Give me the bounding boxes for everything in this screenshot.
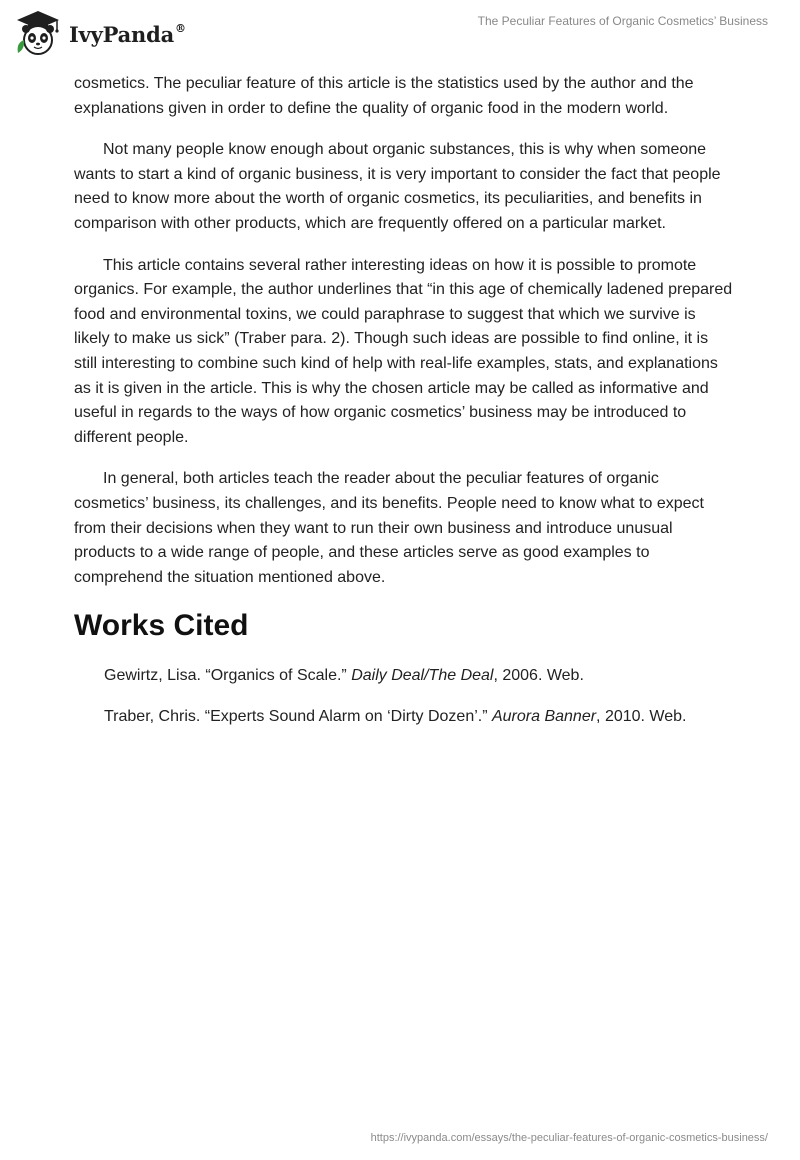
page-header [0, 0, 800, 70]
citation-text: Gewirtz, Lisa. “Organics of Scale.” [104, 667, 352, 685]
citation-entry [74, 664, 734, 688]
registered-mark: ® [175, 21, 186, 35]
paragraph: cosmetics. The peculiar feature of this article is the statistics used by the author and the explanations given in order to define the quality of organic food in the modern world. [74, 75, 694, 117]
essay-body [74, 72, 734, 746]
citation-source: Daily Deal/The Deal [351, 667, 494, 685]
ivypanda-logo[interactable] [14, 9, 186, 57]
citation-entry [74, 705, 734, 729]
paragraph: Not many people know enough about organic substances, this is why when someone wants to start a kind of organic business, it is very important to consider the fact that people need to know more about the worth of organic cosmetics, its peculiarities, and benefits in comparison with other products, which are frequently offered on a particular market. [74, 141, 721, 232]
citation-text: , 2010. Web. [596, 708, 687, 726]
panda-graduation-cap-icon [14, 9, 62, 57]
paragraph: In general, both articles teach the reader about the peculiar features of organic cosmetics’ business, its challenges, and its benefits. People need to know what to expect from their decisions when they want to run their own business and introduce unusual products to a wide range of people, and these articles serve as good examples to comprehend the situation mentioned above. [74, 470, 704, 586]
citation-text: Traber, Chris. “Experts Sound Alarm on ‘Dirty Dozen’.” [104, 708, 492, 726]
works-cited-heading: Works Cited [74, 609, 249, 643]
source-url[interactable]: https://ivypanda.com/essays/the-peculiar-features-of-organic-cosmetics-business/ [370, 1132, 768, 1144]
citation-text: , 2006. Web. [493, 667, 584, 685]
citation-source: Aurora Banner [491, 708, 597, 726]
document-title: The Peculiar Features of Organic Cosmetics’ Business [477, 14, 768, 28]
paragraph: This article contains several rather interesting ideas on how it is possible to promote organics. For example, the author underlines that “in this age of chemically ladened prepared food and environmental toxins, we could paraphrase to suggest that which we survive is likely to make us sick” (Traber para. 2). Though such ideas are possible to find online, it is still interesting to combine such kind of help with real-life examples, stats, and explanations as it is given in the article. This is why the chosen article may be called as informative and useful in regards to the ways of how organic cosmetics’ business may be introduced to different people. [74, 256, 733, 446]
logo-wordmark [69, 22, 186, 47]
logo-text: IvyPanda [69, 21, 175, 47]
